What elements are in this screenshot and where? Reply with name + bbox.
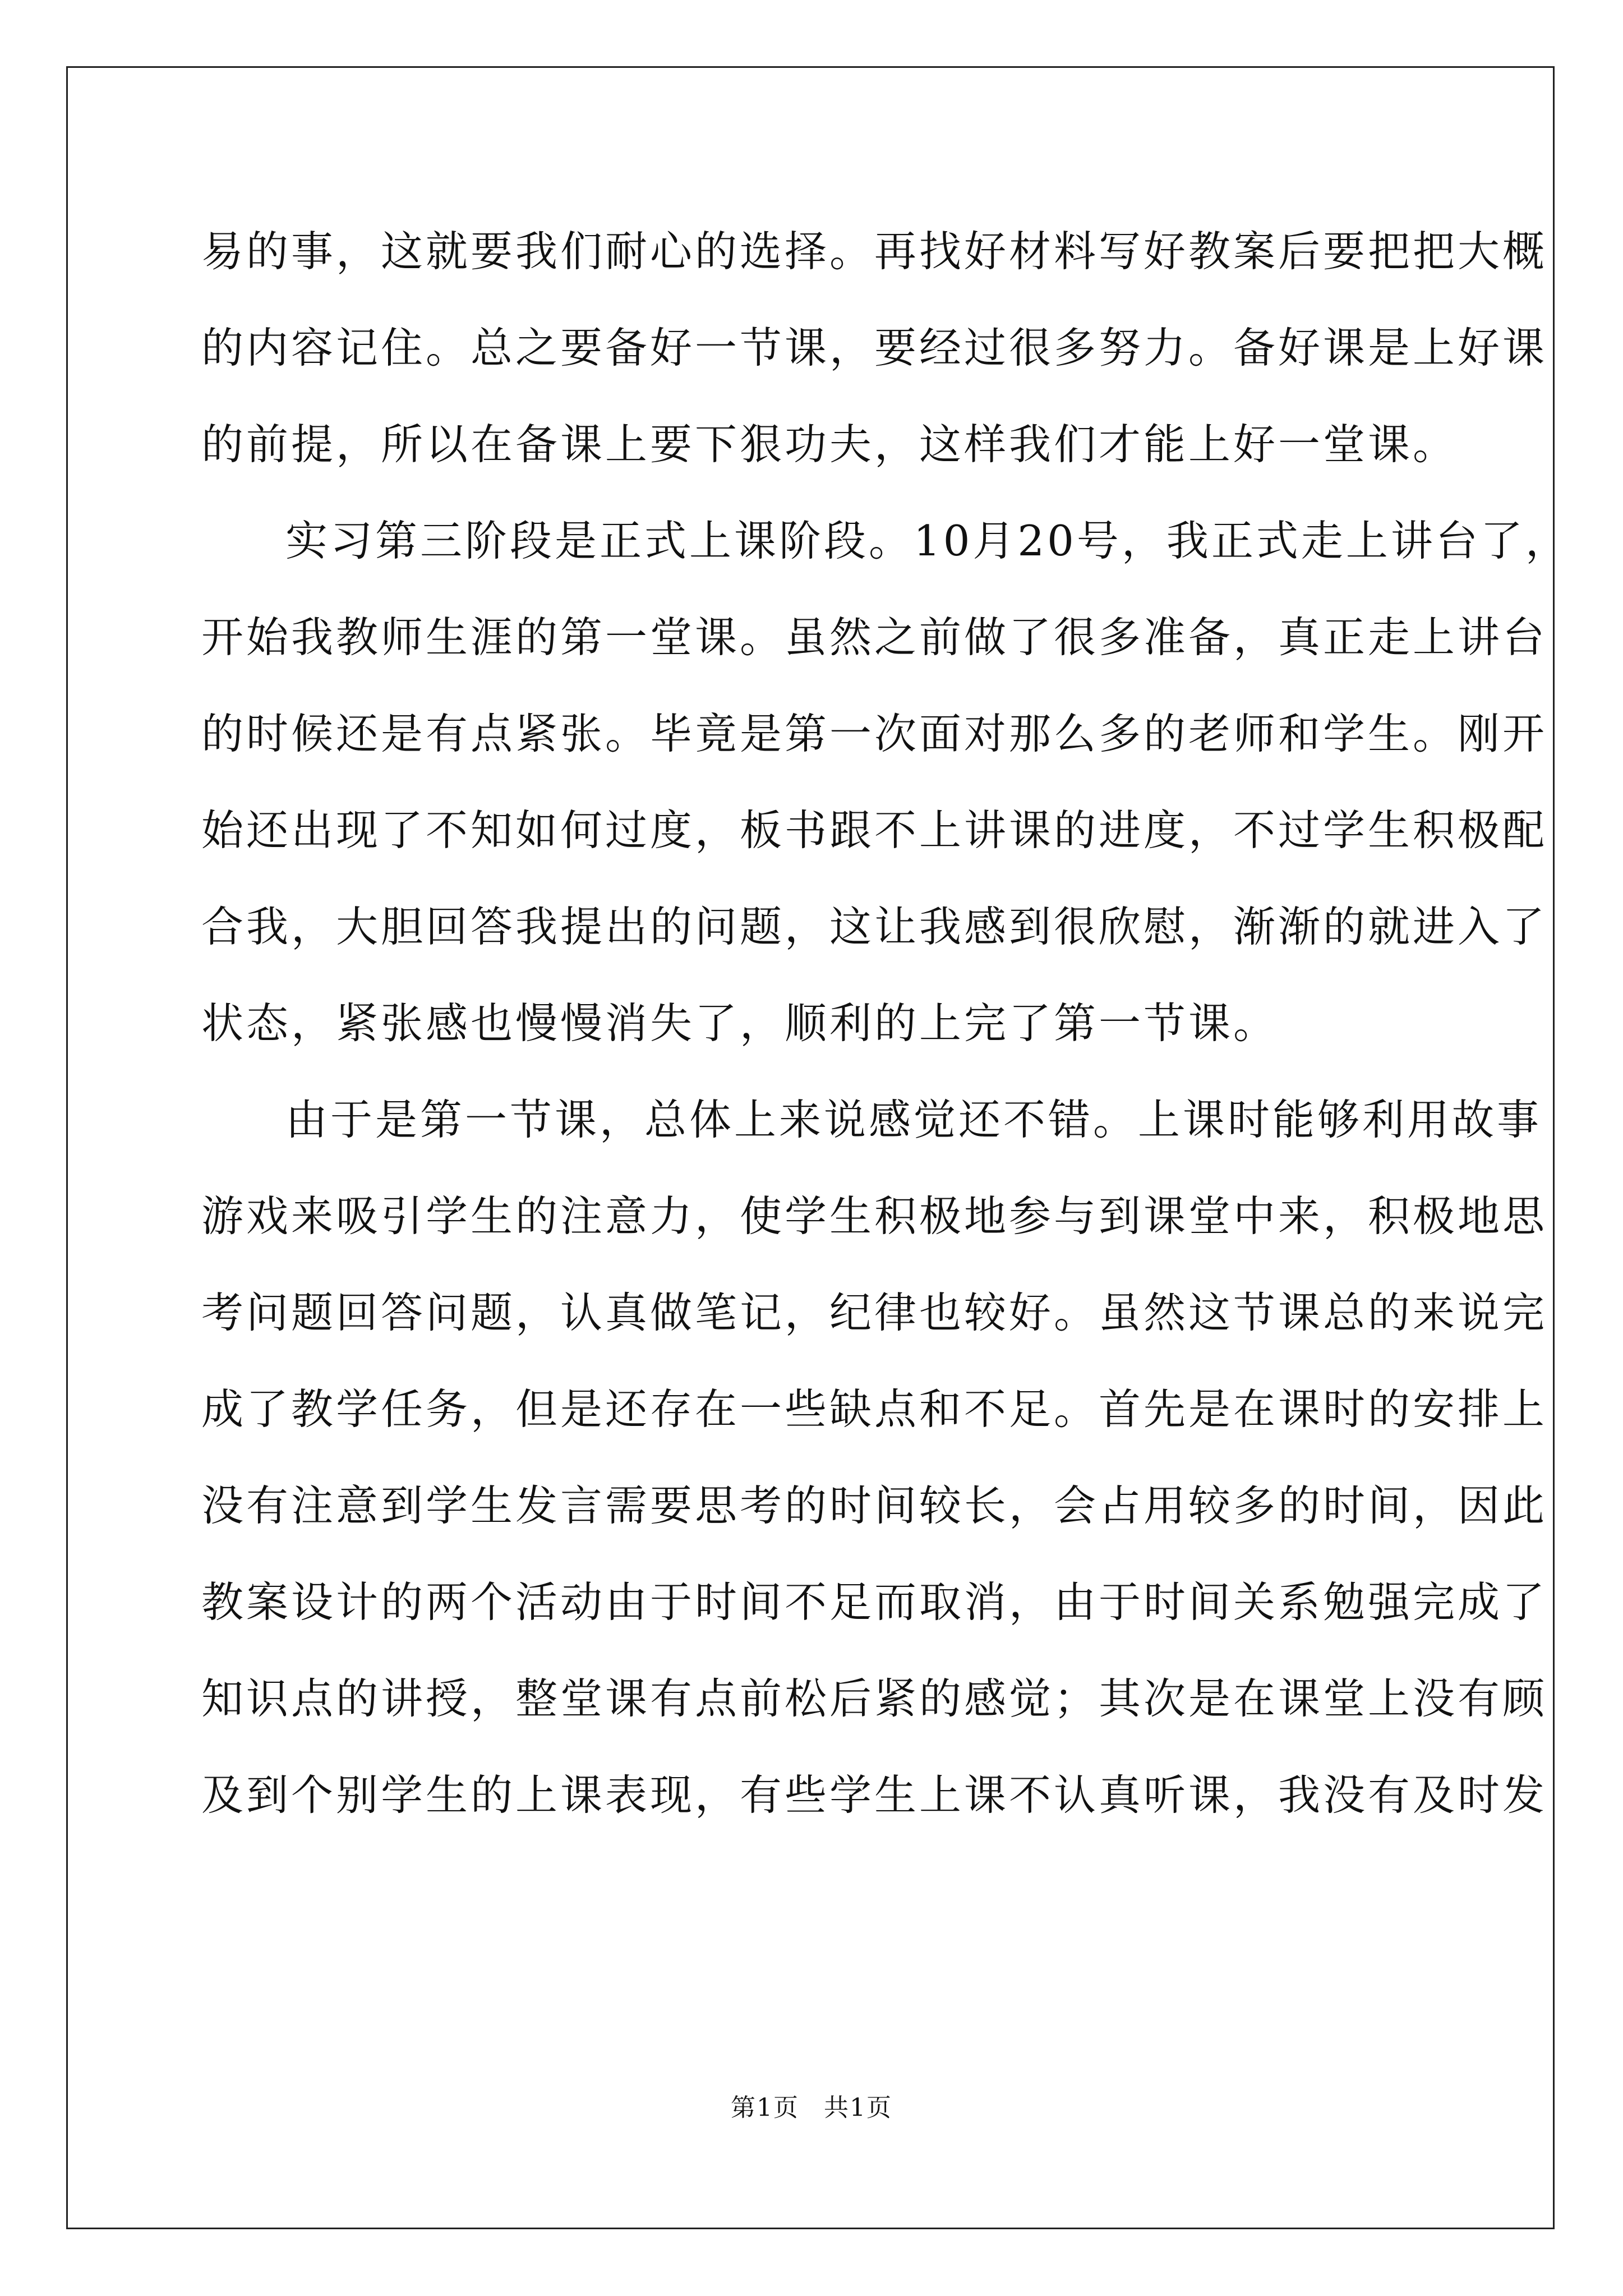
text-line: 的前提，所以在备课上要下狠功夫，这样我们才能上好一堂课。	[201, 420, 1458, 469]
text-line: 游戏来吸引学生的注意力，使学生积极地参与到课堂中来，积极地思	[201, 1191, 1548, 1241]
text-line: 考问题回答问题，认真做笔记，纪律也较好。虽然这节课总的来说完	[201, 1288, 1548, 1337]
text-line: 易的事，这就要我们耐心的选择。再找好材料写好教案后要把把大概	[201, 227, 1548, 276]
text-line: 及到个别学生的上课表现，有些学生上课不认真听课，我没有及时发	[201, 1770, 1548, 1820]
paragraph-start-line: 实习第三阶段是正式上课阶段。10月20号，我正式走上讲台了，	[285, 516, 1570, 565]
document-body	[201, 218, 1570, 1858]
text-line: 合我，大胆回答我提出的问题，这让我感到很欣慰，渐渐的就进入了	[201, 902, 1548, 951]
page-number-current: 第1页	[731, 2093, 799, 2122]
text-line: 没有注意到学生发言需要思考的时间较长，会占用较多的时间，因此	[201, 1481, 1548, 1530]
text-line: 成了教学任务，但是还存在一些缺点和不足。首先是在课时的安排上	[201, 1384, 1548, 1434]
text-line: 的时候还是有点紧张。毕竟是第一次面对那么多的老师和学生。刚开	[201, 709, 1548, 758]
paragraph-start-line: 由于是第一节课，总体上来说感觉还不错。上课时能够利用故事	[285, 1095, 1542, 1144]
text-line: 教案设计的两个活动由于时间不足而取消，由于时间关系勉强完成了	[201, 1577, 1548, 1627]
page-number-total: 共1页	[824, 2093, 892, 2122]
text-line: 始还出现了不知如何过度，板书跟不上讲课的进度，不过学生积极配	[201, 806, 1548, 855]
text-line: 状态，紧张感也慢慢消失了，顺利的上完了第一节课。	[201, 999, 1279, 1048]
text-line: 的内容记住。总之要备好一节课，要经过很多努力。备好课是上好课	[201, 323, 1548, 372]
text-line: 开始我教师生涯的第一堂课。虽然之前做了很多准备，真正走上讲台	[201, 613, 1548, 662]
page-footer	[0, 2091, 1623, 2125]
text-line: 知识点的讲授，整堂课有点前松后紧的感觉；其次是在课堂上没有顾	[201, 1674, 1548, 1723]
